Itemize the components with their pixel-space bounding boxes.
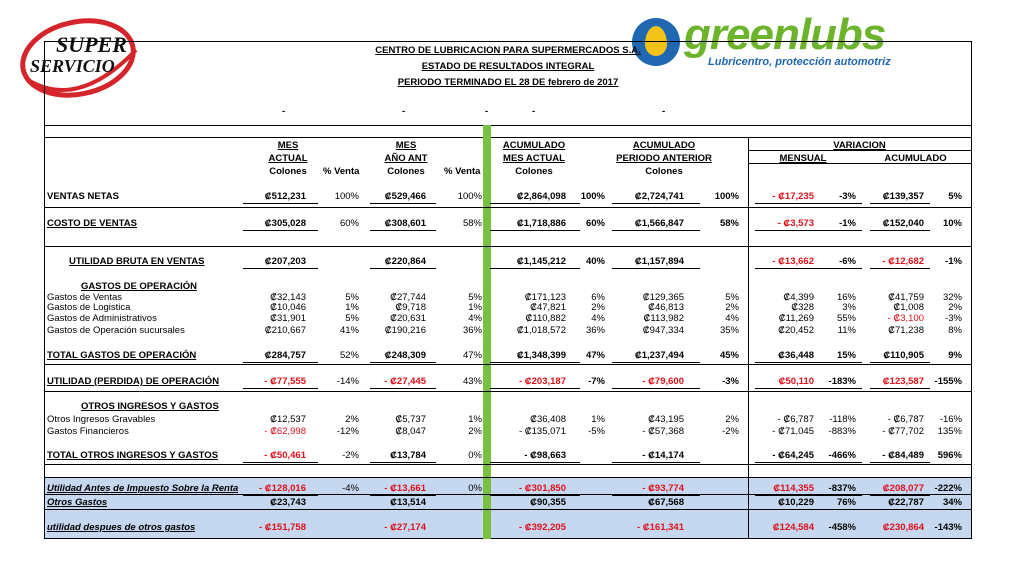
row-cell: ₡2,724,741 [634,191,684,202]
row-cell: - ₡6,787 [887,414,924,425]
row-cell: ₡31,901 [270,313,306,324]
row-cell: ₡328 [791,302,814,313]
dash-5: - [662,106,666,117]
amount-underline [612,230,700,231]
amount-underline [755,268,862,269]
row-cell: 4% [591,313,605,324]
col-acumulado: ACUMULADO [884,153,947,164]
row-cell: 1% [468,414,482,425]
row-cell: - ₡50,461 [264,450,306,461]
col-mes-actual-h3: Colones [269,166,307,177]
row-cell: - ₡3,100 [887,313,924,324]
row-cell: -466% [828,450,856,461]
col-mes-ano-ant-h3: Colones [387,166,425,177]
row-cell: - ₡203,187 [518,376,566,387]
report-title: ESTADO DE RESULTADOS INTEGRAL [421,61,595,72]
row-cell: ₡20,631 [390,313,426,324]
row-cell: ₡12,537 [270,414,306,425]
row-label: Gastos de Logistica [47,302,131,313]
amount-underline [755,495,862,496]
row-cell: - ₡6,787 [777,414,814,425]
row-cell: ₡947,334 [642,325,684,336]
row-cell: ₡512,231 [264,191,306,202]
row-cell: ₡20,452 [778,325,814,336]
dash-1: - [282,106,286,117]
row-cell: - ₡64,245 [772,450,814,461]
row-cell: ₡207,203 [264,256,306,267]
amount-underline [870,203,930,204]
row-cell: ₡529,466 [384,191,426,202]
row-cell: -3% [945,313,962,324]
greenlubs-wordmark: greenlubs [684,10,886,59]
row-cell: 5% [948,191,962,202]
col-acum-actual-h3: Colones [515,166,553,177]
row-cell: ₡2,864,098 [516,191,566,202]
row-cell: 2% [725,414,739,425]
row-cell: 100% [457,191,482,202]
row-separator [45,391,971,392]
row-cell: ₡13,514 [390,497,426,508]
svg-text:SUPER: SUPER [56,32,127,57]
row-label: Gastos Financieros [47,426,129,437]
amount-underline [370,268,436,269]
row-cell: 32% [942,292,962,303]
col-acum-actual-h2: MES ACTUAL [503,153,565,164]
row-cell: ₡190,216 [384,325,426,336]
amount-underline [243,203,318,204]
row-cell: -222% [934,483,962,494]
amount-underline [755,230,862,231]
row-label: TOTAL GASTOS DE OPERACIÓN [47,350,197,361]
row-separator [45,477,971,478]
row-cell: -6% [839,256,856,267]
row-cell: ₡308,601 [384,218,426,229]
row-cell: -3% [839,191,856,202]
row-cell: - ₡62,998 [264,426,306,437]
row-cell: 11% [837,325,856,336]
amount-underline [755,362,862,363]
dash-3: - [485,106,489,117]
amount-underline [612,388,700,389]
row-label: UTILIDAD (PERDIDA) DE OPERACIÓN [47,376,220,387]
row-cell: ₡13,784 [390,450,426,461]
row-label: Otros Ingresos Gravables [47,414,156,425]
row-cell: - ₡12,682 [882,256,924,267]
row-label: OTROS INGRESOS Y GASTOS [81,401,219,412]
row-cell: ₡305,028 [264,218,306,229]
row-cell: -118% [829,414,856,425]
col-acum-anterior-h1: ACUMULADO [632,140,696,151]
row-cell: ₡1,718,886 [516,218,566,229]
row-cell: 5% [468,292,482,303]
row-cell: ₡220,864 [384,256,426,267]
row-cell: ₡1,237,494 [634,350,684,361]
row-cell: 2% [345,414,359,425]
row-cell: - ₡128,016 [258,483,306,494]
row-cell: 4% [468,313,482,324]
row-cell: -837% [828,483,856,494]
row-separator [45,364,971,365]
row-cell: -5% [588,426,605,437]
row-cell: 36% [462,325,482,336]
row-cell: ₡152,040 [882,218,924,229]
amount-underline [612,268,700,269]
amount-underline [243,268,318,269]
row-cell: - ₡13,662 [772,256,814,267]
columns-top-line [45,137,971,138]
row-cell: 100% [334,191,359,202]
row-cell: -4% [342,483,359,494]
row-cell: 34% [942,497,962,508]
row-cell: ₡114,355 [773,483,814,494]
row-cell: - ₡14,174 [642,450,684,461]
row-cell: 47% [585,350,605,361]
col-variacion: VARIACION [833,140,886,151]
amount-underline [612,495,700,496]
row-cell: ₡36,408 [530,414,566,425]
row-cell: - ₡151,758 [258,522,306,533]
row-cell: - ₡57,368 [642,426,684,437]
row-cell: 52% [339,350,359,361]
row-label: TOTAL OTROS INGRESOS Y GASTOS [47,450,219,461]
amount-underline [370,230,436,231]
row-cell: - ₡3,573 [777,218,814,229]
row-cell: ₡123,587 [882,376,924,387]
row-cell: ₡284,757 [264,350,306,361]
amount-underline [243,230,318,231]
amount-underline [612,203,700,204]
amount-underline [370,203,436,204]
row-cell: -883% [828,426,856,437]
row-cell: ₡230,864 [882,522,924,533]
amount-underline [755,462,862,463]
report-period: PERIODO TERMINADO EL 28 DE febrero de 2017 [397,77,619,88]
svg-text:SERVICIO: SERVICIO [30,56,115,76]
col-mes-ano-ant-h1: MES [395,140,417,151]
row-cell: ₡10,046 [270,302,306,313]
amount-underline [490,268,580,269]
row-label: GASTOS DE OPERACIÓN [81,281,197,292]
row-cell: ₡1,145,212 [516,256,566,267]
row-cell: ₡67,568 [648,497,684,508]
row-cell: 1% [345,302,359,313]
row-cell: ₡50,110 [778,376,814,387]
row-cell: ₡210,667 [264,325,306,336]
row-separator [45,509,971,510]
row-cell: 4% [725,313,739,324]
col-pct-venta-2: % Venta [444,166,481,177]
row-cell: 35% [719,325,739,336]
row-cell: 5% [725,292,739,303]
row-cell: 55% [836,313,856,324]
row-label: Gastos de Ventas [47,292,122,303]
row-cell: ₡46,813 [648,302,684,313]
row-cell: ₡248,309 [384,350,426,361]
row-cell: ₡8,047 [395,426,426,437]
greenlubs-tagline: Lubricentro, protección automotriz [708,56,891,68]
amount-underline [490,462,580,463]
row-cell: ₡47,821 [530,302,566,313]
col-acum-anterior-h3: Colones [645,166,683,177]
row-cell: ₡43,195 [648,414,684,425]
amount-underline [870,462,930,463]
row-cell: -155% [934,376,962,387]
row-cell: 100% [580,191,605,202]
row-cell: ₡36,448 [778,350,814,361]
amount-underline [870,362,930,363]
row-cell: ₡171,123 [524,292,566,303]
row-cell: 40% [585,256,605,267]
amount-underline [870,495,930,496]
row-cell: ₡22,787 [888,497,924,508]
row-cell: 2% [725,302,739,313]
amount-underline [370,388,436,389]
row-label: Gastos de Administrativos [47,313,157,324]
amount-underline [870,230,930,231]
row-cell: 6% [591,292,605,303]
amount-underline [490,362,580,363]
header-separator [45,125,971,126]
row-cell: - ₡135,071 [518,426,566,437]
row-cell: ₡5,737 [395,414,426,425]
col-mes-actual-h1: MES [277,140,299,151]
row-cell: ₡110,882 [525,313,566,324]
row-cell: ₡27,744 [390,292,426,303]
row-label: utilidad despues de otros gastos [47,522,196,533]
row-cell: -2% [722,426,739,437]
row-cell: 47% [462,350,482,361]
amount-underline [243,495,318,496]
row-cell: 100% [714,191,739,202]
row-label: UTILIDAD BRUTA EN VENTAS [69,256,205,267]
row-cell: 0% [468,450,482,461]
row-cell: ₡90,355 [530,497,566,508]
row-separator [45,246,971,247]
row-cell: 43% [462,376,482,387]
amount-underline [243,388,318,389]
col-acum-actual-h1: ACUMULADO [502,140,566,151]
amount-underline [490,495,580,496]
row-cell: 16% [836,292,856,303]
row-cell: 2% [468,426,482,437]
row-cell: ₡1,018,572 [516,325,566,336]
row-cell: -14% [336,376,359,387]
row-cell: 8% [948,325,962,336]
row-cell: ₡32,143 [270,292,306,303]
row-separator [45,207,971,208]
row-cell: ₡110,905 [883,350,924,361]
row-separator [45,494,971,495]
row-cell: 76% [836,497,856,508]
col-mes-ano-ant-h2: AÑO ANT [384,153,428,164]
amount-underline [370,495,436,496]
row-cell: 45% [719,350,739,361]
col-mensual: MENSUAL [779,153,827,164]
row-cell: - ₡77,702 [882,426,924,437]
row-cell: - ₡84,489 [882,450,924,461]
row-cell: 596% [937,450,962,461]
amount-underline [490,230,580,231]
row-label: VENTAS NETAS [47,191,119,202]
amount-underline [755,388,862,389]
row-label: Gastos de Operación sucursales [47,325,185,336]
row-cell: ₡208,077 [882,483,924,494]
row-cell: 2% [591,302,605,313]
row-cell: 15% [836,350,856,361]
amount-underline [243,462,318,463]
row-cell: 3% [842,302,856,313]
row-cell: 5% [345,313,359,324]
row-cell: 10% [942,218,962,229]
row-cell: ₡11,269 [778,313,814,324]
row-cell: 2% [948,302,962,313]
row-cell: ₡1,566,847 [634,218,684,229]
row-cell: ₡10,229 [778,497,814,508]
row-cell: ₡9,718 [395,302,426,313]
amount-underline [243,362,318,363]
amount-underline [755,203,862,204]
row-cell: -183% [828,376,856,387]
row-cell: 60% [585,218,605,229]
row-cell: - ₡17,235 [772,191,814,202]
row-cell: ₡1,157,894 [634,256,684,267]
report-company: CENTRO DE LUBRICACION PARA SUPERMERCADOS S.A. [375,45,641,56]
amount-underline [612,462,700,463]
row-cell: 9% [948,350,962,361]
row-cell: 60% [339,218,359,229]
row-cell: - ₡161,341 [636,522,684,533]
row-cell: ₡139,357 [882,191,924,202]
row-cell: - ₡93,774 [642,483,684,494]
col-pct-venta-1: % Venta [323,166,360,177]
dash-2: - [402,106,406,117]
row-cell: ₡23,743 [270,497,306,508]
row-cell: ₡41,759 [888,292,924,303]
row-cell: ₡1,008 [893,302,924,313]
row-cell: -12% [336,426,359,437]
row-cell: -1% [945,256,962,267]
row-cell: - ₡27,174 [384,522,426,533]
row-cell: 5% [345,292,359,303]
row-cell: 135% [937,426,962,437]
amount-underline [370,462,436,463]
row-cell: - ₡77,555 [264,376,306,387]
amount-underline [870,268,930,269]
row-cell: ₡71,238 [888,325,924,336]
row-label: Utilidad Antes de Impuesto Sobre la Renta [47,483,239,494]
amount-underline [612,362,700,363]
amount-underline [870,388,930,389]
row-cell: -3% [722,376,739,387]
row-cell: ₡1,348,399 [516,350,566,361]
row-cell: - ₡392,205 [518,522,566,533]
row-label: Otros Gastos [47,497,108,508]
col-acum-anterior-h2: PERIODO ANTERIOR [616,153,712,164]
row-cell: 58% [719,218,739,229]
row-cell: ₡113,982 [643,313,684,324]
dash-4: - [532,106,536,117]
row-label: COSTO DE VENTAS [47,218,137,229]
row-cell: ₡129,365 [642,292,684,303]
row-cell: -143% [934,522,962,533]
row-cell: - ₡71,045 [772,426,814,437]
row-cell: ₡124,584 [772,522,814,533]
row-cell: 41% [339,325,359,336]
row-cell: 58% [462,218,482,229]
row-cell: -7% [588,376,605,387]
row-cell: - ₡13,661 [384,483,426,494]
row-cell: - ₡27,445 [384,376,426,387]
row-cell: 0% [468,483,482,494]
row-cell: -1% [839,218,856,229]
row-cell: 1% [591,414,605,425]
row-cell: 1% [468,302,482,313]
row-cell: - ₡301,850 [518,483,566,494]
row-separator [45,464,971,465]
row-cell: 36% [585,325,605,336]
row-cell: ₡4,399 [783,292,814,303]
amount-underline [490,203,580,204]
row-cell: - ₡98,663 [524,450,566,461]
row-cell: -2% [342,450,359,461]
row-cell: -458% [828,522,856,533]
row-cell: - ₡79,600 [642,376,684,387]
col-mes-actual-h2: ACTUAL [268,153,308,164]
amount-underline [370,362,436,363]
amount-underline [490,388,580,389]
row-cell: -16% [939,414,962,425]
